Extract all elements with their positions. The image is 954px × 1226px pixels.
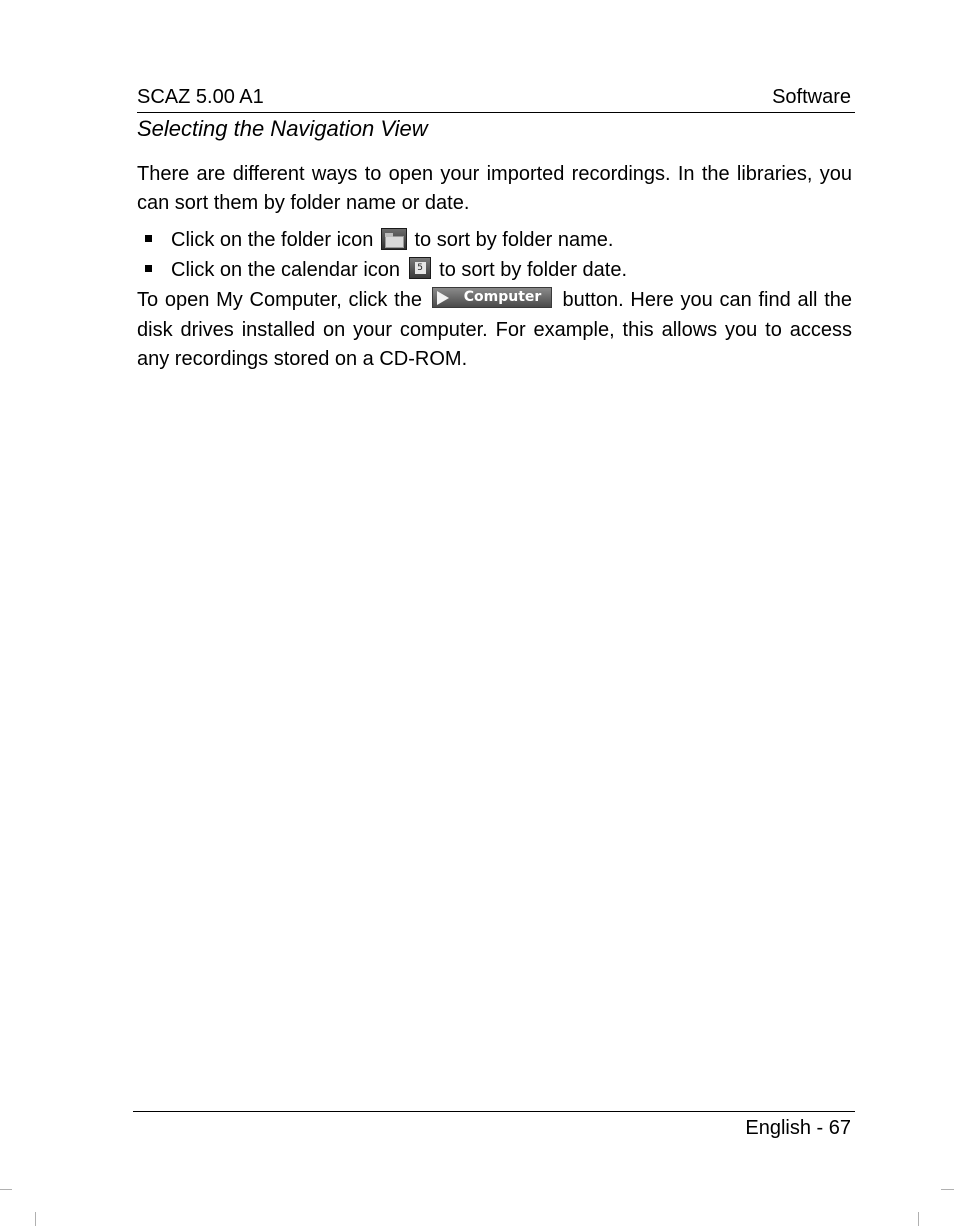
footer-rule — [133, 1111, 855, 1112]
bullet-calendar — [145, 256, 627, 284]
header-product: SCAZ 5.00 A1 — [137, 86, 264, 108]
computer-paragraph — [137, 286, 852, 375]
crop-mark — [35, 1212, 36, 1226]
play-arrow-icon — [437, 291, 449, 305]
bullet-text-before: Click on the folder icon — [171, 229, 374, 251]
bullet-folder — [145, 226, 613, 254]
bullet-text-before: Click on the calendar icon — [171, 259, 401, 281]
folder-icon[interactable] — [381, 228, 407, 250]
bullet-text-after: to sort by folder date. — [439, 259, 628, 281]
page-number: English - 67 — [745, 1117, 851, 1139]
intro-paragraph: There are different ways to open your imported recordings. In the libraries, you can sort them by folder name or date. — [137, 163, 852, 214]
calendar-icon-glyph: 5 — [415, 262, 426, 274]
section-title: Selecting the Navigation View — [137, 116, 428, 141]
crop-mark — [0, 1189, 12, 1190]
header-section: Software — [772, 86, 851, 108]
crop-mark — [941, 1189, 954, 1190]
computer-button-label: Computer — [463, 289, 542, 305]
bullet-text-after: to sort by folder name. — [414, 229, 614, 251]
computer-button[interactable] — [432, 287, 552, 308]
header-rule — [137, 112, 855, 113]
bullet-mark — [145, 235, 152, 242]
calendar-icon[interactable] — [409, 257, 431, 279]
computer-text-after: button. Here you can find all the disk drives installed on your computer. For example, this allows you to access any recordings stored on a CD-ROM. — [137, 289, 853, 370]
computer-text-before: To open My Computer, click the — [137, 289, 422, 311]
crop-mark — [918, 1212, 919, 1226]
bullet-mark — [145, 265, 152, 272]
